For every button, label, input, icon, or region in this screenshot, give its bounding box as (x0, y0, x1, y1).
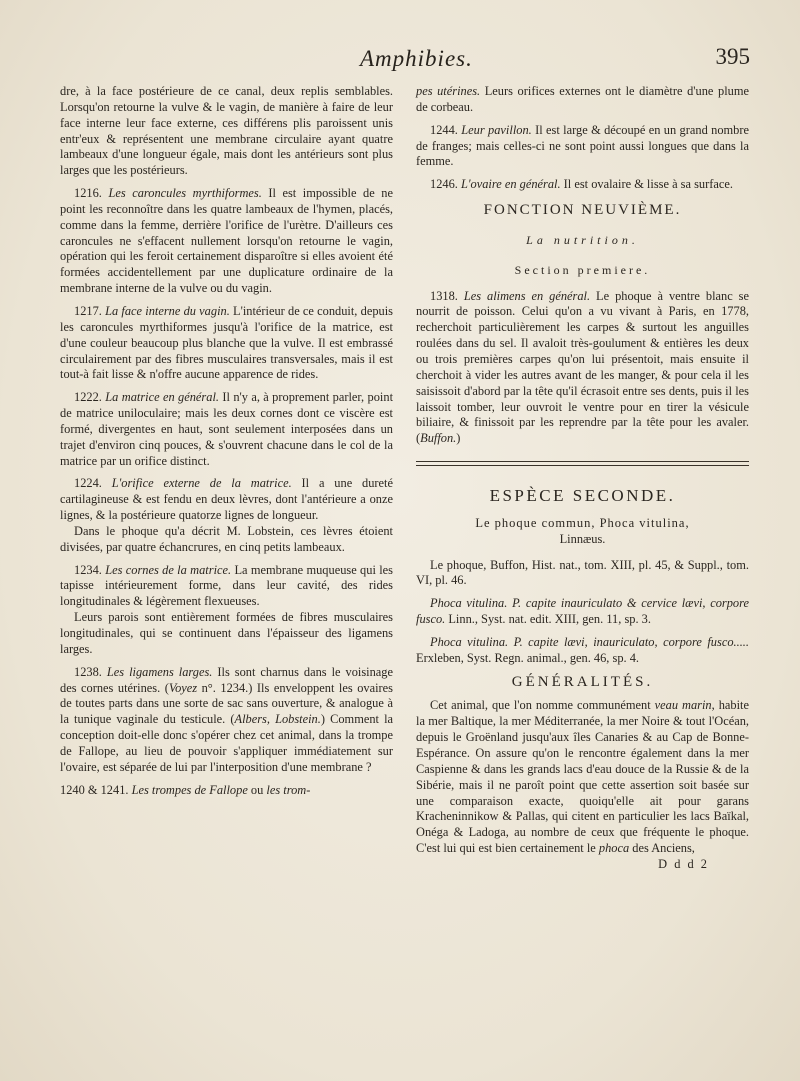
subject-heading: La nutrition. (526, 232, 639, 247)
left-column (60, 84, 393, 1044)
paragraph-text: La membrane muqueuse qui les tapisse intérieurement forme, dans leur cavité, des rides longitudinales & légèrement flexueuses. (60, 562, 393, 609)
paragraph-title: L'orifice externe de la matrice. (111, 476, 292, 491)
paragraph-generalites (416, 698, 749, 856)
paragraph-text: L'intérieur de ce conduit, depuis les caroncules myrthiformes jusqu'à l'orifice de la matrice, est d'une couleur beaucoup plus blanche que la vulve. Il est embrassé circulairement par des fibres musculaires transversales, mais il est tout-à fait lisse & n'offre aucune apparence de rides. (60, 303, 393, 382)
paragraph-1244 (416, 123, 749, 171)
paragraph-text: ) (456, 431, 461, 446)
paragraph-number: 1240 & 1241. (60, 782, 129, 797)
page-number: 395 (715, 44, 750, 69)
italic-term: veau marin (654, 698, 712, 713)
paragraph-text: Il n'y a, à proprement parler, point de matrice uniloculaire; mais les deux cornes dont ce viscère est formé, divergentes en haut, sont seulement interposées dans un trajet d'environ cinq pouces, & s'ouvrent chacune dans le col de la matrice par un orifice distinct. (60, 390, 394, 468)
paragraph-1216 (60, 186, 393, 297)
paragraph-title: Les alimens en général. (463, 288, 591, 303)
paragraph-1246 (416, 177, 749, 193)
citation: Albers, Lobstein. (234, 712, 321, 727)
generalities-heading: GÉNÉRALITÉS. (511, 673, 654, 690)
italic-term: phoca (598, 841, 630, 856)
paragraph-title: L'ovaire en général. (461, 177, 561, 192)
synonym-reference: Erxleben, Syst. Regn. animal., gen. 46, sp. 4. (416, 650, 640, 665)
paragraph-number: 1224. (74, 476, 102, 491)
paragraph-text: Leurs orifices externes ont le diamètre d'une plume de corbeau. (416, 84, 749, 114)
paragraph-text: Il est large & découpé en un grand nombre de franges; mais celles-ci ne sont point aussi longues que dans la femme. (416, 122, 749, 169)
species-common-name: Le phoque commun, (475, 515, 600, 530)
paragraph-text: Il a une dureté cartilagineuse & est fendu en deux lèvres, dont l'antérieure a onze lignes, & la postérieure quatorze lignes de longueur. (60, 476, 393, 523)
synonym-reference: Linn., Syst. nat. edit. XIII, gen. 11, sp. 3. (445, 612, 651, 627)
paragraph-title: La matrice en général. (105, 390, 219, 405)
section-heading: Section premiere. (514, 262, 651, 277)
paragraph-text: Le phoque à ventre blanc se nourrit de poisson. Celui qu'on a vu vivant à Paris, en 1778, recherchoit particulièrement les carpes & surtout les anguilles roulées dans du sel. Il avaloit très-goulument & entières les deux ou trois premières carpes qu'on lui présentoit, mais ensuite il cherchoit à vider les autres avant de les manger, & pour cela il les saisissoit d'abord par la tête qu'il écrasoit entre ses dents, puis il les laissoit tomber, leur ouvroit le ventre pour en tirer la vésicule biliaire, & finissoit par les reprendre par la tête pour les avaler. ( (416, 288, 749, 446)
paragraph-text: Cet animal, que l'on nomme communément (430, 698, 655, 713)
paragraph-1217 (60, 304, 393, 383)
synonym-linnaeus (416, 596, 749, 628)
paragraph-title: Les cornes de la matrice. (105, 562, 232, 577)
paragraph-text: Il est ovalaire & lisse à sa surface. (560, 177, 733, 192)
paragraph-number: 1246. (430, 177, 458, 192)
paragraph-number: 1238. (74, 664, 102, 679)
paragraph-title: Les caroncules myrthiformes. (108, 186, 262, 201)
paragraph-number: 1234. (74, 562, 102, 577)
paragraph-number: 1318. (430, 288, 458, 303)
paragraph-title: pes utérines. (416, 84, 481, 98)
paragraph-text: Il est impossible de ne point les reconnoître dans les quatre lambeaux de l'hymen, placés, comme dans la femme, derrière l'orifice de l'urètre. D'ailleurs ces caroncules ne s'effacent nullement lorsqu'on retourne le vagin, opération qui les feroit certainement disparoître si elles avoient été formées accidentellement par une duplicature ordinaire de la membrane interne de la vulve ou du vagin. (60, 186, 393, 296)
synonym-erxleben (416, 635, 749, 667)
function-heading: FONCTION NEUVIÈME. (483, 202, 682, 219)
paragraph-1224 (60, 476, 393, 524)
paragraph-number: 1222. (74, 390, 102, 405)
paragraph-title: Les ligamens larges. (106, 664, 213, 679)
paragraph-number: 1217. (74, 303, 102, 318)
paragraph-number: 1244. (430, 122, 458, 137)
paragraph-1318 (416, 289, 749, 447)
paragraph-text: ou (247, 782, 267, 797)
double-rule-divider (416, 461, 749, 466)
paragraph-1240 (60, 783, 393, 799)
synonym-buffon: Le phoque, Buffon, Hist. nat., tom. XIII, pl. 45, & Suppl., tom. VI, pl. 46. (416, 557, 749, 588)
paragraph-number: 1216. (74, 186, 102, 201)
paragraph-text: , habite la mer Baltique, la mer Méditerranée, la mer Noire & tout l'Océan, depuis le Groënland jusqu'aux îles Canaries & au Cap de Bonne-Espérance. On assure qu'on le rencontre également dans la mer Caspienne & dans les grands lacs d'eau douce de la Russie & de la Sibérie, mais il ne paroît point que cette assertion soit basée sur une comparaison exacte, quoiqu'elle ait pour garans Kracheninnikow & Pallas, qui citent en particulier les lacs Baïkal, Onéga & Ladoga, au nombre de ceux que fréquente le phoque. C'est lui qui est bien certainement le (416, 698, 749, 856)
synonym-latin: Phoca vitulina. P. capite lævi, inauriculato, corpore fusco..... (430, 634, 749, 649)
paragraph-text: Ils sont charnus dans le voisinage des cornes utérines. ( (60, 664, 393, 695)
paragraph-text: ) Comment la conception doit-elle donc s'opérer chez cet animal, dans la trompe de Fallope, au lieu de pouvoir s'appliquer immédiatement sur l'ovaire, est séparée de lui par l'interposition d'une membrane ? (60, 712, 394, 774)
paragraph-continuation (416, 84, 749, 116)
paragraph-title: La face interne du vagin. (105, 303, 230, 318)
paragraph-text: des Anciens, (629, 841, 695, 856)
right-column (416, 84, 749, 1044)
species-name (416, 516, 749, 532)
paragraph-lobstein-note: Dans le phoque qu'a décrit M. Lobstein, ces lèvres étoient divisées, par quatre échancrures, en cinq petits lambeaux. (60, 523, 393, 554)
paragraph-1234 (60, 563, 393, 611)
species-author: Linnæus. (559, 531, 606, 546)
paragraph-continuation: dre, à la face postérieure de ce canal, deux replis semblables. Lorsqu'on retourne la vulve & le vagin, de manière à faire de leur face interne leur face externe, ces différens plis paroissent unis entr'eux & représentent une membrane circulaire ayant quatre lambeaux d'une longueur égale, mais dont les antérieurs sont plus larges que les postérieurs. (60, 84, 393, 178)
paragraph-title: Leur pavillon. (461, 122, 532, 137)
cross-reference: Voyez (168, 680, 198, 695)
synonym-latin: Phoca vitulina. P. capite inauriculato & cervice lævi, corpore fusco. (416, 596, 749, 627)
paragraph-title: Les trompes de Fallope (131, 782, 248, 797)
paragraph-parois: Leurs parois sont entièrement formées de fibres musculaires longitudinales, qui se continuent dans l'épaisseur des ligamens larges. (60, 610, 393, 656)
paragraph-1222 (60, 390, 393, 469)
signature-mark: D d d 2 (658, 856, 709, 871)
page-header (60, 44, 750, 84)
species-heading: ESPÈCE SECONDE. (489, 486, 676, 506)
paragraph-text: n°. 1234.) Ils enveloppent les ovaires de toutes parts dans une sorte de sac sans ouverture, & analogue à la tunique vaginale du testicule. ( (60, 680, 393, 727)
citation: Buffon. (420, 431, 457, 446)
paragraph-1238 (60, 665, 393, 776)
running-title: Amphibies. (360, 46, 473, 71)
paragraph-title: les trom- (266, 782, 311, 797)
species-latin-name: Phoca vitulina, (599, 515, 690, 530)
